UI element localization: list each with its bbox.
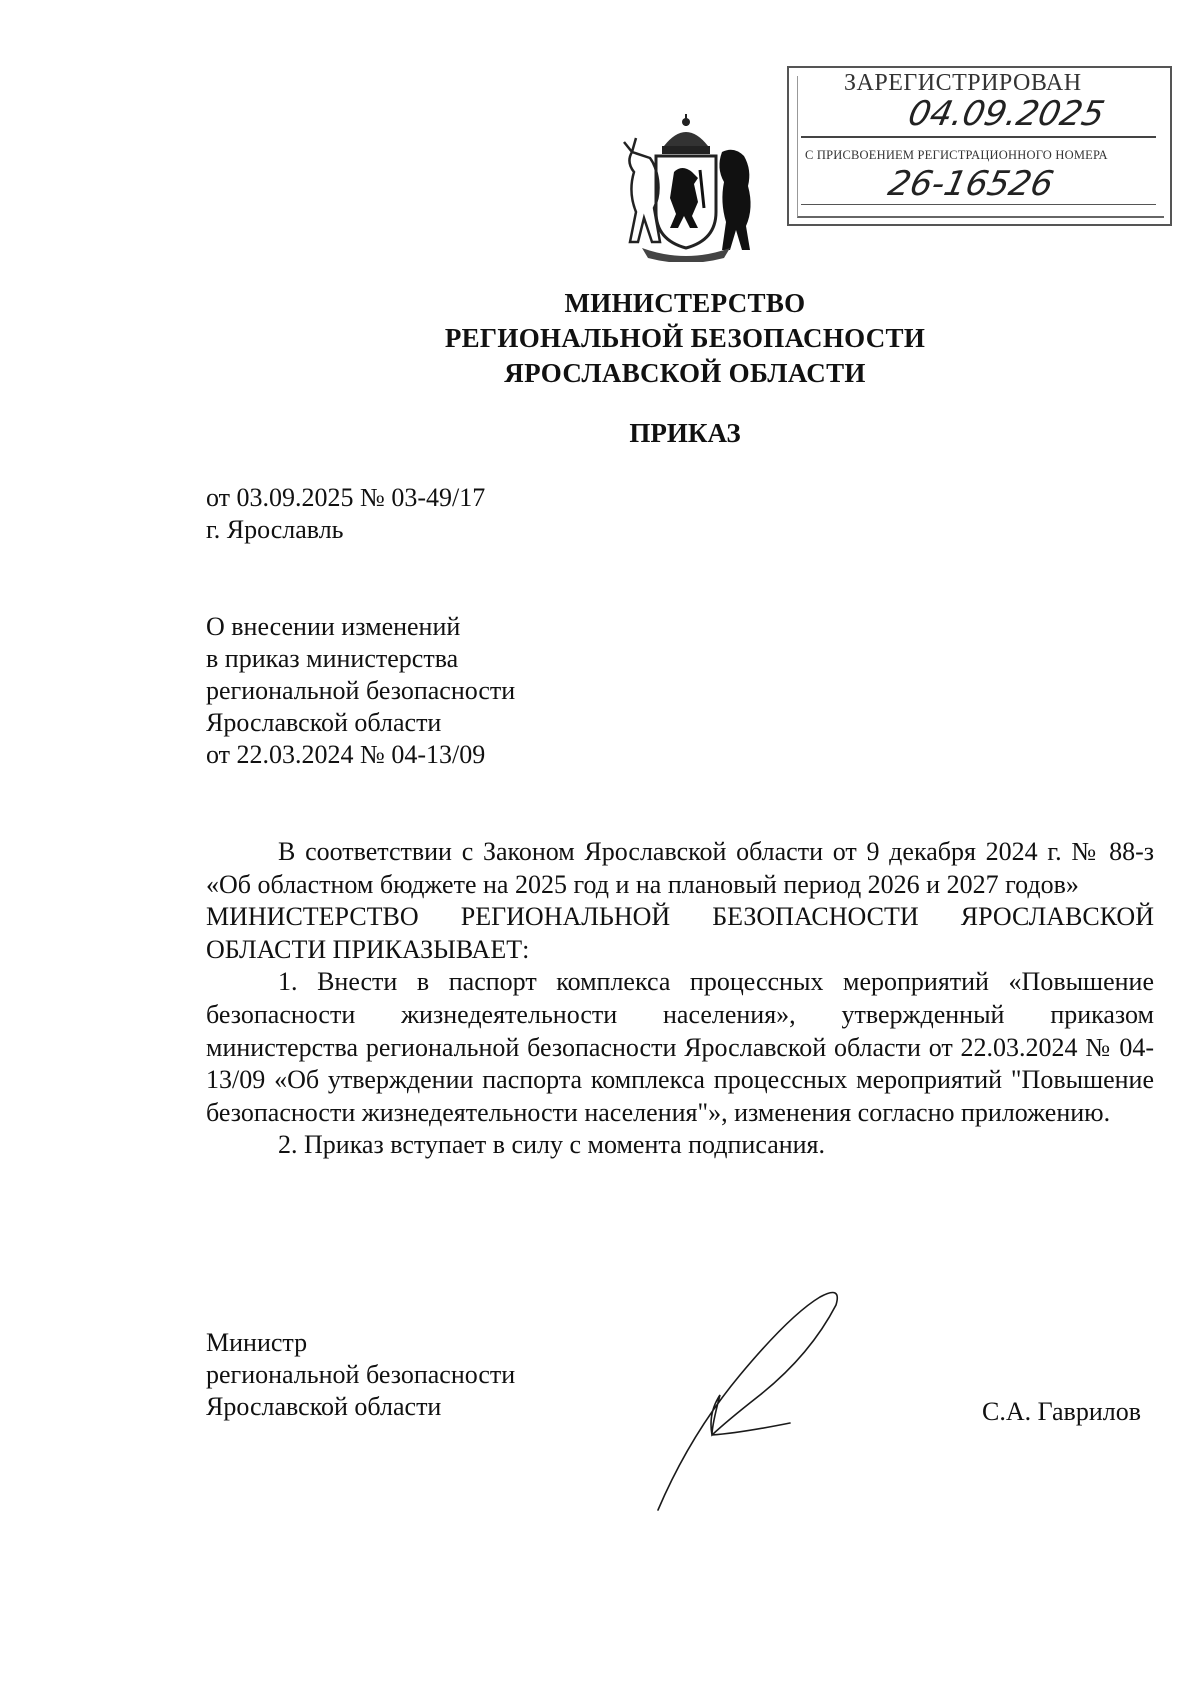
order-item: 2. Приказ вступает в силу с момента подписания. — [278, 1130, 826, 1160]
ministry-line: РЕГИОНАЛЬНОЙ БЕЗОПАСНОСТИ — [444, 323, 926, 353]
ribbon-icon — [642, 248, 730, 262]
registration-stamp — [787, 66, 1172, 226]
signer-position-line: Ярославской области — [206, 1392, 442, 1421]
coat-of-arms-icon — [612, 112, 760, 262]
bear-supporter-icon — [719, 150, 750, 250]
document-subject — [206, 611, 515, 771]
subject-line: региональной безопасности — [206, 676, 516, 705]
document-date-number: от 03.09.2025 № 03-49/17 — [206, 483, 486, 512]
stamp-subtitle: С ПРИСВОЕНИЕМ РЕГИСТРАЦИОННОГО НОМЕРА — [805, 148, 1108, 162]
signer-position — [206, 1327, 515, 1423]
subject-line: в приказ министерства — [206, 644, 459, 673]
order-item: 1. Внести в паспорт комплекса процессных мероприятий «Повышение безопасности жизнедеятельности населения», утвержденный приказом министерства региональной безопасности Ярославской области от 22.03.2024 № 04-13/09 «Об утверждении паспорта комплекса процессных мероприятий "Повышение безопасности жизнедеятельности населения"», изменения согласно приложению. — [206, 967, 1154, 1127]
stamp-registration-number: 26-16526 — [884, 164, 1057, 204]
ministry-line: ЯРОСЛАВСКОЙ ОБЛАСТИ — [504, 358, 866, 388]
subject-line: О внесении изменений — [206, 612, 461, 641]
signer-name: С.А. Гаврилов — [982, 1397, 1141, 1426]
document-city: г. Ярославль — [206, 515, 344, 544]
crown-icon — [662, 114, 710, 154]
stamp-date: 04.09.2025 — [904, 94, 1108, 134]
stamp-title: ЗАРЕГИСТРИРОВАН — [844, 70, 1082, 96]
signer-position-line: региональной безопасности — [206, 1360, 516, 1389]
document-meta — [206, 482, 485, 546]
subject-line: Ярославской области — [206, 708, 442, 737]
command-paragraph: МИНИСТЕРСТВО РЕГИОНАЛЬНОЙ БЕЗОПАСНОСТИ ЯРОСЛАВСКОЙ ОБЛАСТИ ПРИКАЗЫВАЕТ: — [206, 902, 1154, 964]
stamp-divider — [801, 136, 1156, 138]
document-type: ПРИКАЗ — [629, 418, 741, 448]
handwritten-signature — [650, 1285, 910, 1515]
preamble-paragraph: В соответствии с Законом Ярославской области от 9 декабря 2024 г. № 88-з «Об областном бюджете на 2025 год и на плановый период 2026 и 2027 годов» — [206, 837, 1154, 899]
stamp-divider — [801, 204, 1156, 205]
ministry-line: МИНИСТЕРСТВО — [564, 288, 806, 318]
signer-position-line: Министр — [206, 1328, 308, 1357]
ministry-heading — [0, 286, 1200, 391]
subject-line: от 22.03.2024 № 04-13/09 — [206, 740, 486, 769]
document-body — [206, 836, 1154, 1162]
